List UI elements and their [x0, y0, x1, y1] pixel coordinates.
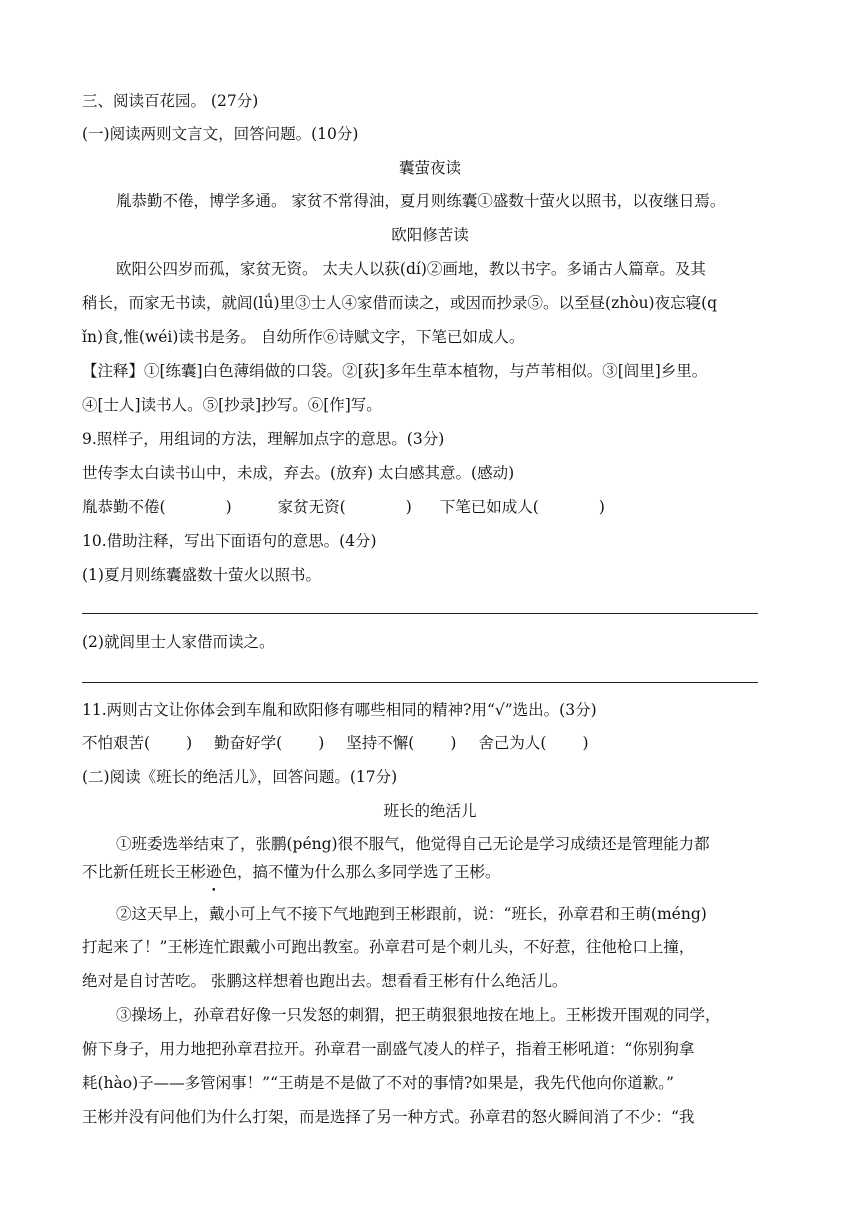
notes-line: ④[士人]读书人。⑤[抄录]抄写。⑥[作]写。 [82, 396, 382, 414]
section-heading: 三、阅读百花园。 (27分) [82, 92, 259, 110]
story-paragraph-line: ①班委选举结束了，张鹏(péng)很不服气，他觉得自己无论是学习成绩还是管理能力都 [116, 835, 710, 853]
q11-close: ) [582, 734, 589, 752]
q11-close: ) [186, 734, 193, 752]
q11-option-label: 不怕艰苦( [82, 734, 151, 752]
story-paragraph-line: 王彬并没有问他们为什么打架，而是选择了另一种方式。孙章君的怒火瞬间消了不少：“我 [82, 1108, 695, 1126]
question-10-item: (2)就闾里士人家借而读之。 [82, 633, 275, 651]
question-9-example: 世传李太白读书山中，未成，弃去。(放弃) 太白感其意。(感动) [82, 464, 515, 482]
question-10-item: (1)夏月则练囊盛数十萤火以照书。 [82, 566, 321, 584]
q11-option-label: 坚持不懈( [346, 734, 415, 752]
q11-option-label: 舍己为人( [478, 734, 547, 752]
q11-close: ) [450, 734, 457, 752]
story-text: 色，搞不懂为什么那么多同学选了王彬。 [221, 863, 501, 881]
dotted-character: 逊 [206, 863, 222, 881]
answer-line[interactable] [82, 613, 758, 614]
text2-line: ǐn)食,惟(wéi)读书是务。 自幼所作⑥诗赋文字，下笔已如成人。 [82, 328, 525, 346]
question-11-prompt: 11.两则古文让你体会到车胤和欧阳修有哪些相同的精神?用“√”选出。(3分) [82, 701, 597, 719]
part1-intro: (一)阅读两则文言文，回答问题。(10分) [82, 125, 359, 143]
text1-title: 囊萤夜读 [398, 159, 461, 177]
answer-line[interactable] [82, 682, 758, 683]
text2-line: 欧阳公四岁而孤，家贫无资。 太夫人以荻(dí)②画地，教以书字。多诵古人篇章。及其 [116, 260, 706, 278]
q9-close: ) [405, 498, 412, 516]
q9-item-label: 家贫无资( [277, 498, 346, 516]
text1-body: 胤恭勤不倦，博学多通。 家贫不常得油，夏月则练囊①盛数十萤火以照书，以夜继日焉。 [116, 192, 726, 210]
story-title: 班长的绝活儿 [383, 802, 477, 820]
part2-intro: (二)阅读《班长的绝活儿》，回答问题。(17分) [82, 768, 398, 786]
story-paragraph-line: ②这天早上，戴小可上气不接下气地跑到王彬跟前，说：“班长，孙章君和王萌(méng) [116, 905, 707, 923]
story-paragraph-line [82, 861, 501, 883]
q9-close: ) [598, 498, 605, 516]
story-paragraph-line: ③操场上，孙章君好像一只发怒的刺猬，把王萌狠狠地按在地上。王彬拨开围观的同学， [116, 1006, 721, 1024]
text2-line: 稍长，而家无书读，就闾(lǘ)里③士人④家借而读之，或因而抄录⑤。以至昼(zhòu)夜忘寝(q [82, 294, 718, 312]
story-paragraph-line: 耗(hào)子——多管闲事！”“王萌是不是做了不对的事情?如果是，我先代他向你道歉。” [82, 1074, 674, 1092]
question-9-prompt: 9.照样子，用组词的方法，理解加点字的意思。(3分) [82, 430, 445, 448]
notes-line: 【注释】①[练囊]白色薄绢做的口袋。②[荻]多年生草本植物，与芦苇相似。③[闾里]乡里。 [82, 362, 708, 380]
question-9-items [82, 496, 605, 518]
text2-title: 欧阳修苦读 [391, 226, 469, 244]
q9-item-label: 胤恭勤不倦( [82, 498, 166, 516]
story-paragraph-line: 绝对是自讨苦吃。 张鹏这样想着也跑出去。想看看王彬有什么绝活儿。 [82, 972, 568, 990]
question-10-prompt: 10.借助注释，写出下面语句的意思。(4分) [82, 532, 377, 550]
q11-option-label: 勤奋好学( [214, 734, 283, 752]
q11-close: ) [318, 734, 325, 752]
q9-close: ) [225, 498, 232, 516]
story-paragraph-line: 打起来了！”王彬连忙跟戴小可跑出教室。孙章君可是个刺儿头，不好惹，往他枪口上撞， [82, 938, 695, 956]
q9-item-label: 下笔已如成人( [439, 498, 539, 516]
story-text: 不比新任班长王彬 [82, 863, 207, 881]
story-paragraph-line: 俯下身子，用力地把孙章君拉开。孙章君一副盛气凌人的样子，指着王彬吼道：“你别狗拿 [82, 1040, 695, 1058]
question-11-options [82, 732, 589, 754]
